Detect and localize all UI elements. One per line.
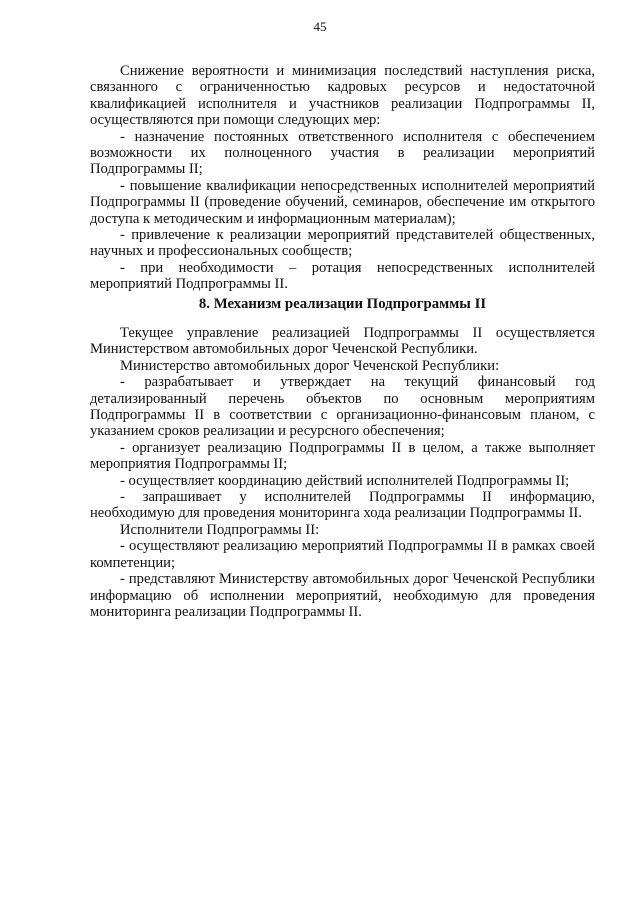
paragraph-current-management: Текущее управление реализацией Подпрограммы II осуществляется Министерством автомобильных дорог Чеченской Республики. — [90, 325, 595, 358]
page-number: 45 — [313, 19, 327, 34]
list-item-qualification: - повышение квалификации непосредственных исполнителей мероприятий Подпрограммы II (проведение обучений, семинаров, обеспечение им открытого доступа к методическим и информационным материалам); — [90, 177, 595, 227]
list-item-involvement: - привлечение к реализации мероприятий представителей общественных, научных и профессиональных сообществ; — [90, 227, 595, 260]
list-item-implement: - осуществляют реализацию мероприятий Подпрограммы II в рамках своей компетенции; — [90, 538, 595, 571]
list-item-requests: - запрашивает у исполнителей Подпрограммы II информацию, необходимую для проведения мониторинга хода реализации Подпрограммы II. — [90, 489, 595, 522]
list-item-organizes: - организует реализацию Подпрограммы II в целом, а также выполняет мероприятия Подпрограммы II; — [90, 439, 595, 473]
list-item-develops: - разрабатывает и утверждает на текущий финансовый год детализированный перечень объектов по основным мероприятиям Подпрограммы II в соответствии с организационно-финансовым планом, с указанием сроков реализации и ресурсного обеспечения; — [90, 374, 595, 440]
list-item-rotation: - при необходимости – ротация непосредственных исполнителей мероприятий Подпрограммы II. — [90, 259, 595, 293]
paragraph-executors-lead: Исполнители Подпрограммы II: — [120, 521, 320, 538]
risk-measures-section — [90, 63, 595, 293]
list-item-appointment: - назначение постоянных ответственного исполнителя с обеспечением возможности их полноценного участия в реализации мероприятий Подпрограммы II; — [90, 128, 595, 178]
paragraph-intro: Снижение вероятности и минимизация последствий наступления риска, связанного с ограниченностью кадровых ресурсов и недостаточной квалификацией исполнителя и участников реализации Подпрограммы II, осуществляются при помощи следующих мер: — [90, 63, 595, 129]
list-item-report: - представляют Министерству автомобильных дорог Чеченской Республики информацию об исполнении мероприятий, необходимую для проведения мониторинга реализации Подпрограммы II. — [90, 571, 595, 620]
mechanism-section — [90, 325, 595, 620]
paragraph-ministry-lead: Министерство автомобильных дорог Чеченской Республики: — [120, 357, 500, 374]
section-heading: 8. Механизм реализации Подпрограммы II — [198, 296, 487, 312]
list-item-coordinates: - осуществляет координацию действий исполнителей Подпрограммы II; — [120, 472, 570, 489]
